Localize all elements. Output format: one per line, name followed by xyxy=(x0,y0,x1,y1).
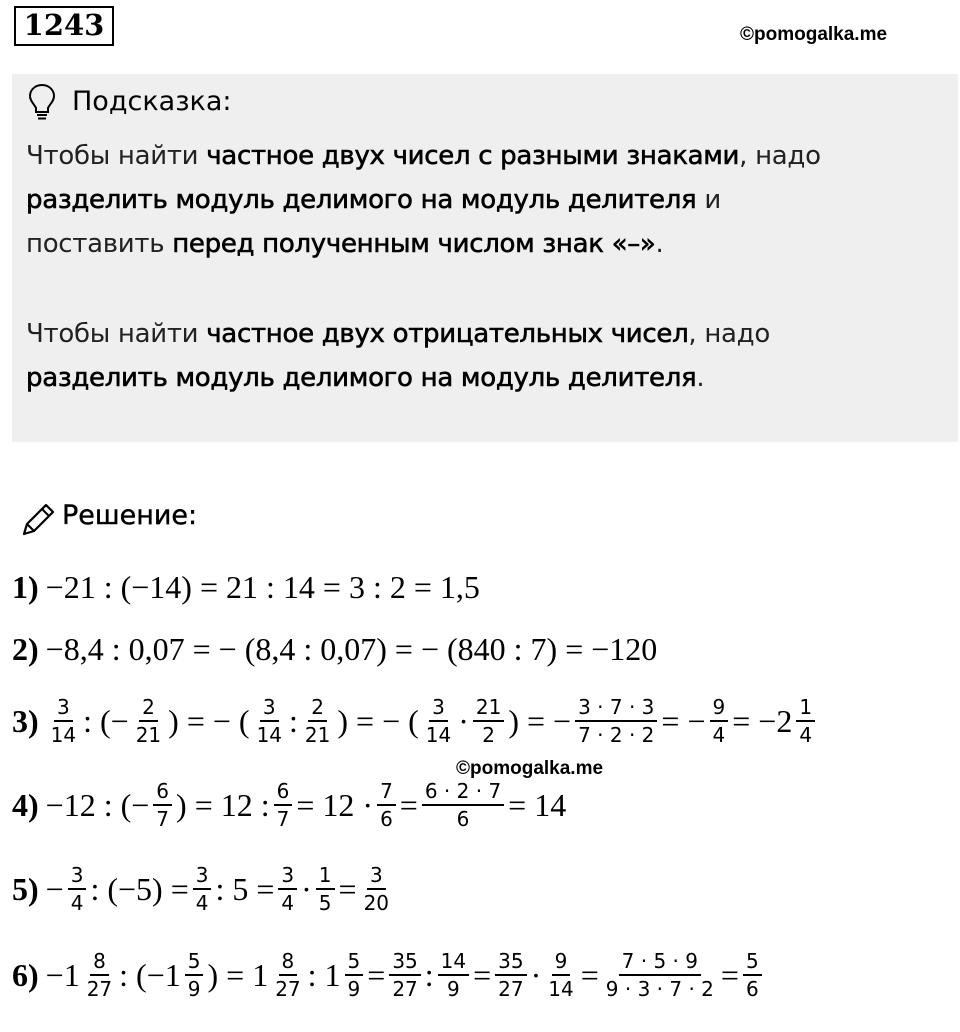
pencil-icon xyxy=(18,500,58,540)
fraction: $\frac{3}{14}$ xyxy=(256,695,283,747)
fraction: $\frac{3}{14}$ xyxy=(425,695,452,747)
watermark-middle: ©pomogalka.me xyxy=(456,758,604,779)
fraction: $\frac{3}{4}$ xyxy=(278,862,297,916)
hint-title: Подсказка: xyxy=(72,86,232,117)
solution-row-1: 1) −21 : (−14) = 21 : 14 = 3 : 2 = 1,5 xyxy=(12,568,480,605)
fraction: $\frac{3 \cdot 7 \cdot 3}{7 \cdot 2 \cdot 2}$ xyxy=(575,694,657,748)
solution-row-2: 2) −8,4 : 0,07 = − (8,4 : 0,07) = − (840 : 7) = −120 xyxy=(12,630,658,667)
fraction: $\frac{14}{9}$ xyxy=(438,948,469,1002)
hint-paragraph-2: Чтобы найти частное двух отрицательных чисел, надо разделить модуль делимого на модуль делителя. xyxy=(26,319,770,393)
fraction: $\frac{3}{20}$ xyxy=(363,863,390,915)
solution-row-5: 5) − $\frac{3}{4}$ : (−5) = $\frac{3}{4}$ : 5 = $\frac{3}{4}$ · $\frac{1}{5}$ = $\frac{3}{20}$ xyxy=(12,854,395,924)
solution-row-4: 4) −12 : (− $\frac{6}{7}$ ) = 12 : $\frac{6}{7}$ = 12 · $\frac{7}{6}$ = $\frac{6 \cdot 2 \cdot 7}{6}$ = 14 xyxy=(12,779,567,831)
fraction: $\frac{5}{9}$ xyxy=(185,948,204,1002)
fraction: $\frac{6}{7}$ xyxy=(274,778,293,832)
fraction: $\frac{2}{21}$ xyxy=(135,695,162,747)
fraction: $\frac{1}{4}$ xyxy=(796,694,815,748)
fraction: $\frac{8}{27}$ xyxy=(86,949,113,1001)
fraction: $\frac{5}{6}$ xyxy=(743,948,762,1002)
lightbulb-icon xyxy=(26,82,58,122)
problem-number: 1243 xyxy=(14,6,114,46)
solution-title: Решение: xyxy=(62,500,198,531)
fraction: $\frac{2}{21}$ xyxy=(304,695,331,747)
solution-row-6: 6) −1 $\frac{8}{27}$ : (−1 $\frac{5}{9}$ ) = 1 $\frac{8}{27}$ : 1 $\frac{5}{9}$ = $\frac{35}{27}$ : $\frac{14}{9}$ = $\frac{35}{27}$ · $\frac{9}{14}$ = $\frac{7 \cdot 5 \cdot 9}{9 \cdot 3 \cdot 7 \cdot 2}$ = $\frac{5}{6}$ xyxy=(12,940,765,1010)
solution-row-3: 3) $\frac{3}{14}$ : (− $\frac{2}{21}$ ) = − ( $\frac{3}{14}$ : $\frac{2}{21}$ ) = − ( $\frac{3}{14}$ · $\frac{21}{2}$ ) = − $\frac{3 \cdot 7 \cdot 3}{7 \cdot 2 \cdot 2}$ = − $\frac{9}{4}$ = −2 $\frac{1}{4}$ xyxy=(12,686,818,756)
fraction: $\frac{3}{4}$ xyxy=(193,862,212,916)
fraction: $\frac{1}{5}$ xyxy=(316,862,335,916)
fraction: $\frac{9}{4}$ xyxy=(710,694,729,748)
fraction: $\frac{21}{2}$ xyxy=(473,694,504,748)
fraction: $\frac{7}{6}$ xyxy=(377,778,396,832)
fraction: $\frac{35}{27}$ xyxy=(389,948,420,1002)
fraction: $\frac{3}{14}$ xyxy=(50,695,77,747)
watermark-top: ©pomogalka.me xyxy=(740,24,888,45)
fraction: $\frac{5}{9}$ xyxy=(345,948,364,1002)
fraction: $\frac{35}{27}$ xyxy=(495,948,526,1002)
fraction: $\frac{3}{4}$ xyxy=(68,862,87,916)
fraction: $\frac{8}{27}$ xyxy=(275,949,301,1001)
fraction: $\frac{9}{14}$ xyxy=(548,949,574,1001)
hint-paragraph-1: Чтобы найти частное двух чисел с разными знаками, надо разделить модуль делимого на модуль делителя и поставить перед полученным числом знак «–». xyxy=(26,141,821,259)
fraction: $\frac{7 \cdot 5 \cdot 9}{9 \cdot 3 \cdot 7 \cdot 2}$ xyxy=(605,949,714,1001)
fraction: $\frac{6 \cdot 2 \cdot 7}{6}$ xyxy=(422,778,504,832)
fraction: $\frac{6}{7}$ xyxy=(153,778,172,832)
